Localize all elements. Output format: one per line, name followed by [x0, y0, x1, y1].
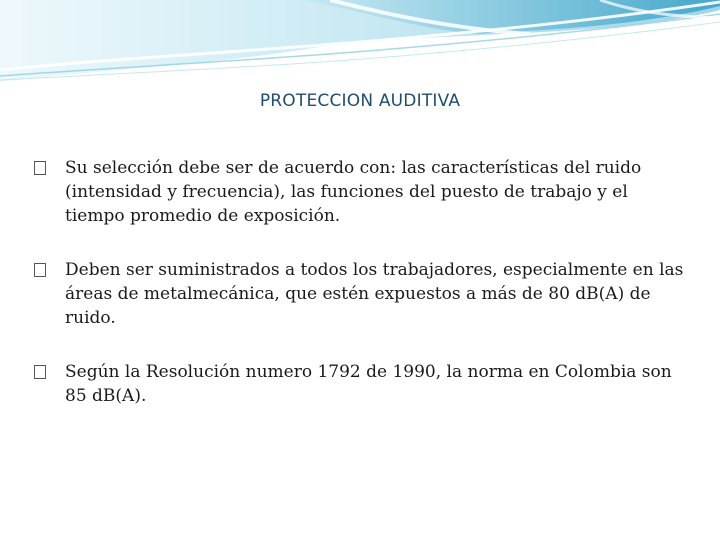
bullet-text: Su selección debe ser de acuerdo con: las características del ruido (intensidad y frecuencia), las funciones del puesto de trabajo y el tiempo promedio de exposición.: [65, 158, 642, 226]
checkbox-bullet-icon: [34, 161, 46, 175]
checkbox-bullet-icon: [34, 263, 46, 277]
checkbox-bullet-icon: [34, 365, 46, 379]
bullet-item: [34, 156, 684, 228]
bullet-item: [34, 360, 684, 408]
bullet-text: Según la Resolución numero 1792 de 1990, la norma en Colombia son 85 dB(A).: [65, 362, 672, 406]
bullet-text: Deben ser suministrados a todos los trabajadores, especialmente en las áreas de metalmecánica, que estén expuestos a más de 80 dB(A) de ruido.: [65, 260, 684, 328]
bullet-list: [34, 156, 684, 408]
bullet-item: [34, 258, 684, 330]
header-wave-decoration: [0, 0, 720, 90]
slide-title: PROTECCION AUDITIVA: [259, 91, 461, 111]
